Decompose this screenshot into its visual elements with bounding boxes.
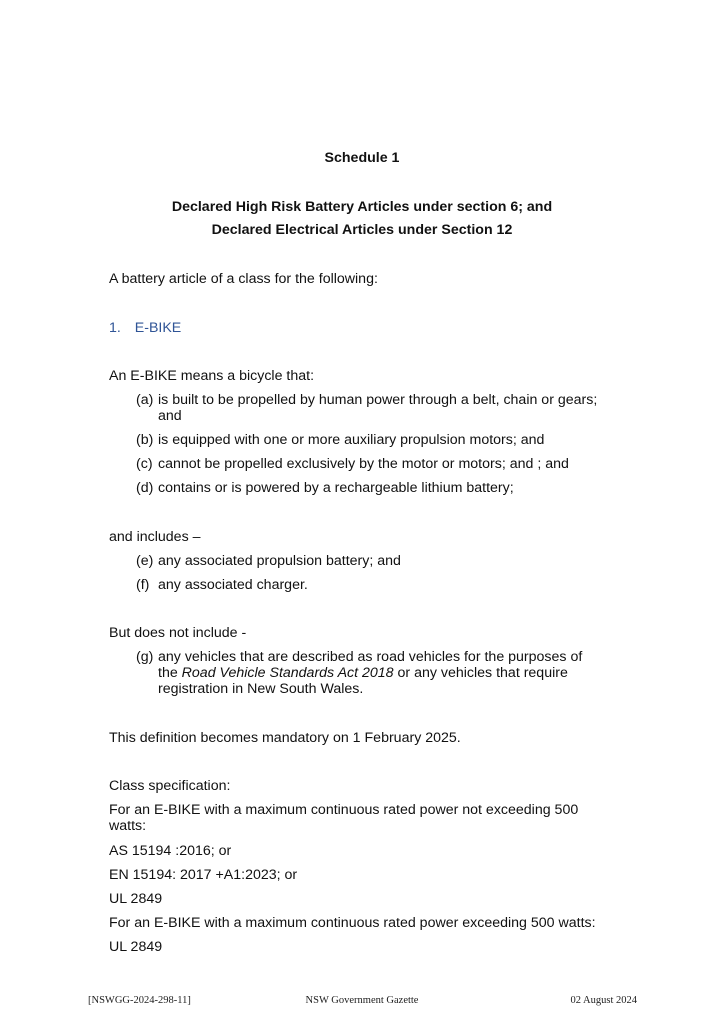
item-mark-c: (c) [136,456,153,472]
definition-intro: An E-BIKE means a bicycle that: [109,368,315,384]
class-spec-heading: Class specification: [109,778,231,794]
item-text-e: any associated propulsion battery; and [158,553,401,569]
excludes-intro: But does not include - [109,625,247,641]
item-text-g-line2 [158,665,568,682]
item-text-a-line2: and [158,408,182,424]
standard-en-15194: EN 15194: 2017 +A1:2023; or [109,867,298,883]
high-power-line: For an E-BIKE with a maximum continuous rated power exceeding 500 watts: [109,915,596,931]
item-text-d: contains or is powered by a rechargeable lithium battery; [158,480,514,496]
item-mark-f: (f) [136,577,150,593]
intro-text: A battery article of a class for the following: [109,271,378,287]
footer-reference: [NSWGG-2024-298-11] [88,995,191,1006]
line2-prefix: the [158,665,182,681]
section-heading [109,320,181,337]
high-power-standard-ul-2849: UL 2849 [109,939,163,955]
item-text-a-line1: is built to be propelled by human power through a belt, chain or gears; [158,392,598,408]
includes-intro: and includes – [109,529,201,545]
low-power-line1: For an E-BIKE with a maximum continuous rated power not exceeding 500 [109,802,579,818]
mandatory-note: This definition becomes mandatory on 1 February 2025. [109,730,461,746]
item-mark-b: (b) [136,432,154,448]
subtitle-line-2: Declared Electrical Articles under Section 12 [211,222,513,238]
act-name: Road Vehicle Standards Act 2018 [181,665,394,681]
item-mark-a: (a) [136,392,154,408]
line2-suffix: or any vehicles that require [393,665,568,681]
footer-publication: NSW Government Gazette [305,995,419,1006]
item-mark-d: (d) [136,480,154,496]
subtitle-line-1: Declared High Risk Battery Articles under section 6; and [171,199,553,215]
item-text-c: cannot be propelled exclusively by the motor or motors; and ; and [158,456,569,472]
item-text-g-line3: registration in New South Wales. [158,681,364,697]
item-mark-g: (g) [136,649,154,665]
item-mark-e: (e) [136,553,154,569]
schedule-title: Schedule 1 [324,150,400,166]
section-number: 1. [109,320,121,336]
item-text-g-line1: any vehicles that are described as road vehicles for the purposes of [158,649,583,665]
low-power-line2: watts: [109,818,147,834]
standard-as-15194: AS 15194 :2016; or [109,843,232,859]
item-text-f: any associated charger. [158,577,308,593]
item-text-b: is equipped with one or more auxiliary propulsion motors; and [158,432,545,448]
standard-ul-2849: UL 2849 [109,891,163,907]
section-title: E-BIKE [134,320,182,336]
footer-date: 02 August 2024 [570,995,637,1006]
